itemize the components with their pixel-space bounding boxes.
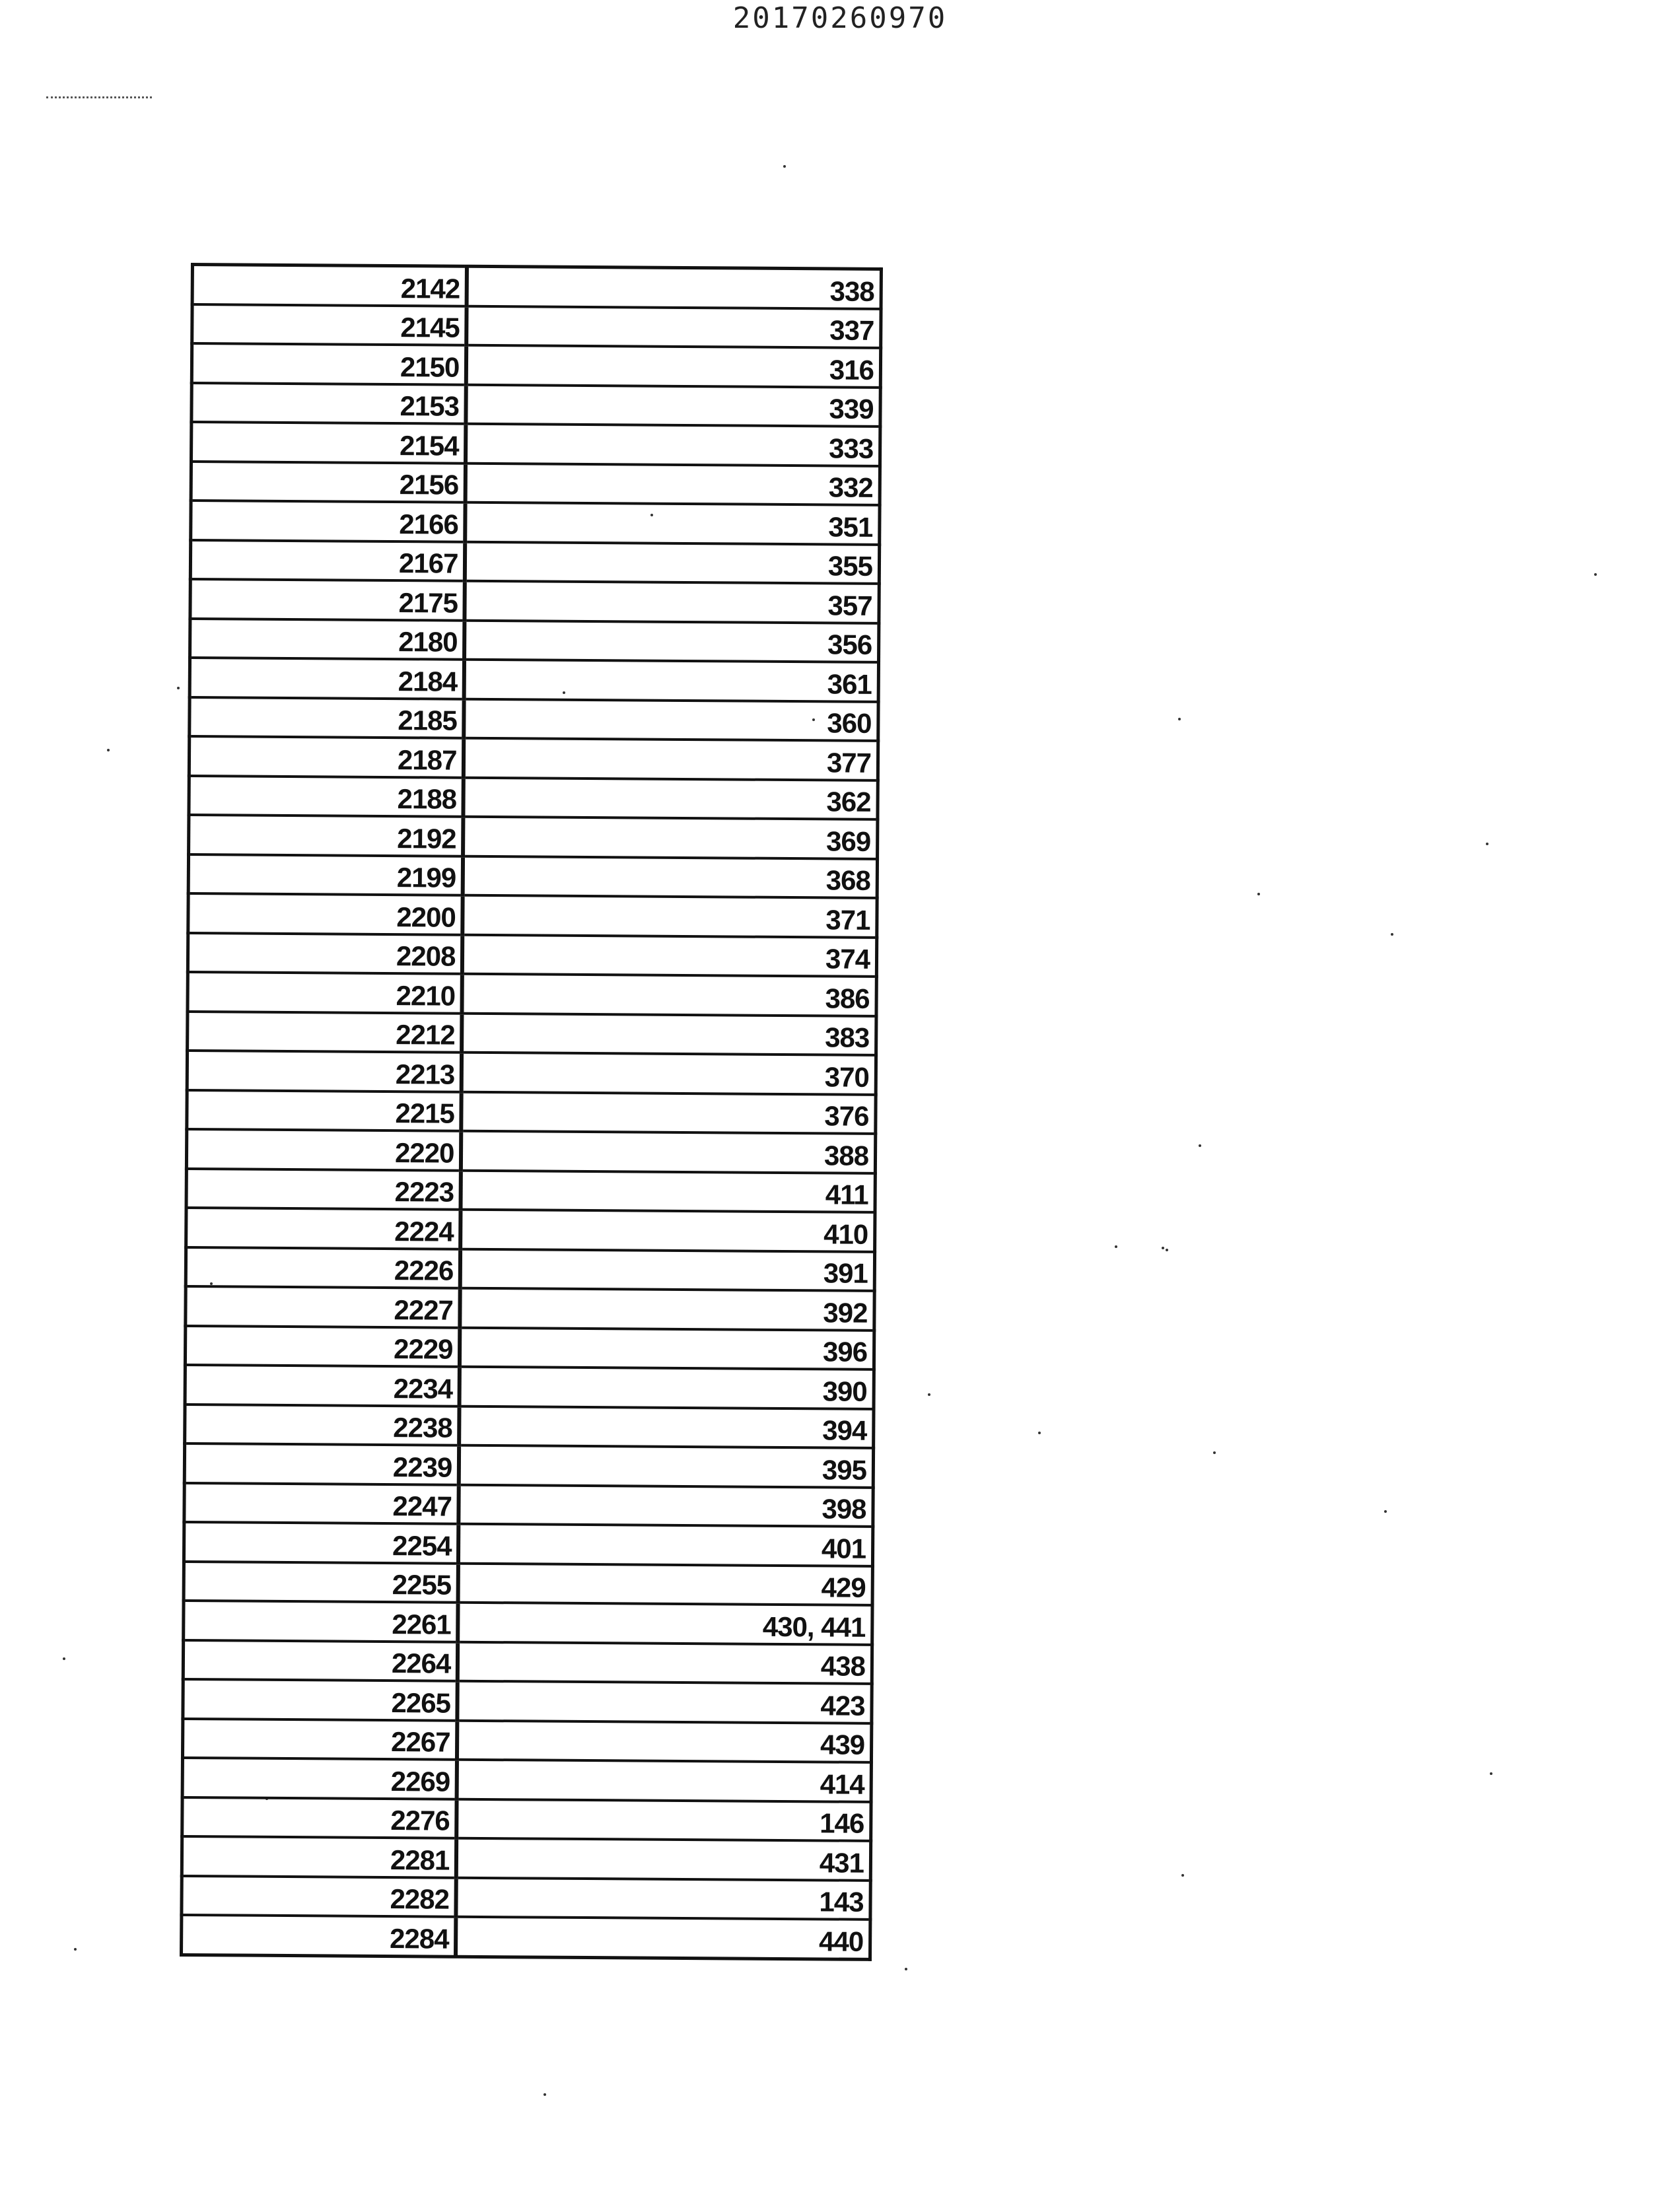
- table-row: [188, 932, 876, 976]
- table-cell-id: 2184: [190, 658, 464, 699]
- table-cell-value: 440: [456, 1917, 870, 1959]
- table-cell-value: 414: [457, 1760, 871, 1802]
- document-number: 20170260970: [732, 1, 948, 35]
- table-row: [190, 697, 878, 741]
- table-cell-id: 2154: [192, 422, 466, 463]
- table-cell-id: 2167: [190, 540, 465, 581]
- table-cell-value: 430, 441: [458, 1603, 872, 1645]
- table-cell-value: 423: [458, 1681, 872, 1723]
- scan-speck: [1213, 1451, 1216, 1454]
- scan-artifact-mark: [46, 96, 152, 98]
- data-table: [180, 263, 883, 1961]
- table-cell-id: 2227: [186, 1286, 460, 1327]
- table-row: [182, 1797, 871, 1840]
- scan-speck: [1391, 933, 1393, 936]
- table-cell-value: 337: [467, 306, 881, 348]
- table-cell-id: 2212: [188, 1011, 462, 1052]
- table-cell-value: 398: [459, 1484, 873, 1527]
- table-cell-id: 2215: [187, 1090, 462, 1130]
- table-cell-id: 2226: [186, 1247, 460, 1288]
- table-cell-id: 2261: [184, 1601, 458, 1642]
- table-cell-id: 2247: [184, 1482, 459, 1523]
- table-row: [191, 462, 880, 505]
- table-cell-value: 146: [457, 1799, 871, 1841]
- table-cell-id: 2269: [182, 1758, 457, 1799]
- scan-speck: [1166, 1249, 1168, 1251]
- table-row: [187, 1090, 876, 1133]
- table-cell-value: 333: [466, 424, 880, 466]
- table-cell-value: 362: [464, 777, 878, 819]
- table-cell-value: 411: [461, 1170, 875, 1212]
- table-cell-id: 2239: [184, 1443, 459, 1484]
- table-row: [190, 540, 879, 584]
- table-row: [188, 893, 877, 937]
- scan-speck: [1257, 893, 1260, 895]
- table-cell-value: 360: [464, 699, 878, 741]
- table-cell-id: 2281: [182, 1836, 456, 1877]
- table-cell-id: 2264: [183, 1640, 458, 1681]
- table-row: [192, 304, 881, 348]
- table-cell-id: 2150: [192, 343, 466, 384]
- table-row: [185, 1325, 874, 1369]
- table-cell-id: 2200: [188, 893, 463, 934]
- table-cell-id: 2187: [189, 736, 464, 777]
- table-cell-value: 361: [464, 660, 878, 702]
- table-cell-id: 2199: [188, 854, 463, 895]
- scan-speck: [783, 165, 786, 168]
- table-cell-value: 401: [458, 1524, 872, 1566]
- table-cell-value: 376: [462, 1092, 876, 1134]
- table-cell-value: 377: [464, 738, 878, 781]
- table-cell-value: 386: [462, 974, 876, 1016]
- table-cell-value: 357: [465, 581, 879, 623]
- table-row: [189, 775, 878, 819]
- table-cell-id: 2188: [189, 775, 464, 816]
- scan-speck: [1486, 843, 1488, 845]
- scan-speck: [63, 1657, 65, 1660]
- table-cell-value: 395: [459, 1445, 873, 1488]
- table-cell-id: 2213: [187, 1051, 462, 1092]
- table-cell-value: 391: [460, 1249, 874, 1291]
- table-cell-value: 355: [465, 541, 879, 584]
- table-cell-value: 390: [460, 1367, 874, 1409]
- scan-speck: [928, 1393, 930, 1396]
- table-cell-value: 351: [466, 503, 880, 545]
- table-cell-id: 2156: [191, 462, 466, 503]
- table-row: [189, 736, 878, 780]
- scan-speck: [1181, 1874, 1184, 1877]
- table-cell-id: 2220: [186, 1129, 461, 1170]
- table-cell-id: 2166: [191, 501, 466, 541]
- table-row: [192, 422, 880, 466]
- table-cell-value: 356: [464, 620, 878, 662]
- scan-speck: [1162, 1247, 1164, 1249]
- table-cell-value: 383: [462, 1013, 876, 1055]
- table-cell-value: 394: [460, 1406, 874, 1448]
- table-cell-id: 2180: [190, 619, 465, 660]
- table-cell-id: 2208: [188, 932, 462, 973]
- table-row: [186, 1129, 875, 1173]
- table-row: [184, 1561, 872, 1605]
- table-cell-value: 143: [456, 1877, 870, 1920]
- table-cell-id: 2175: [190, 579, 465, 620]
- table-row: [186, 1208, 875, 1251]
- scan-speck: [1490, 1772, 1492, 1775]
- table-row: [192, 265, 881, 309]
- table-cell-value: 374: [462, 934, 876, 977]
- scan-speck: [905, 1968, 907, 1970]
- table-row: [187, 1051, 876, 1094]
- table-cell-value: 332: [466, 463, 880, 505]
- table-cell-id: 2284: [182, 1915, 456, 1957]
- table-cell-id: 2185: [190, 697, 464, 738]
- table-row: [185, 1365, 874, 1408]
- table-cell-id: 2224: [186, 1208, 461, 1249]
- table-row: [186, 1286, 874, 1330]
- table-cell-id: 2276: [182, 1797, 457, 1838]
- table-row: [186, 1168, 875, 1212]
- scan-speck: [1199, 1144, 1201, 1147]
- table-cell-id: 2238: [185, 1404, 460, 1445]
- table-cell-value: 431: [456, 1838, 870, 1881]
- table-cell-value: 429: [458, 1563, 872, 1605]
- scan-speck: [74, 1948, 77, 1951]
- scan-speck: [1038, 1432, 1041, 1434]
- table-cell-id: 2255: [184, 1561, 458, 1602]
- table-row: [186, 1247, 874, 1290]
- table-cell-id: 2265: [183, 1679, 458, 1720]
- table-cell-id: 2267: [182, 1718, 457, 1759]
- scan-speck: [1115, 1245, 1117, 1248]
- table-cell-id: 2153: [192, 383, 466, 424]
- scan-speck: [1384, 1510, 1387, 1513]
- table-cell-value: 438: [458, 1642, 872, 1684]
- table-cell-value: 370: [462, 1053, 876, 1095]
- table-cell-id: 2234: [185, 1365, 460, 1406]
- table-cell-value: 368: [463, 856, 877, 898]
- table-row: [190, 579, 879, 623]
- table-row: [191, 501, 880, 544]
- table-row: [184, 1601, 872, 1644]
- table-row: [182, 1718, 871, 1762]
- table-cell-id: 2192: [189, 815, 464, 856]
- table-row: [190, 658, 878, 701]
- table-cell-id: 2229: [185, 1325, 460, 1366]
- table-cell-value: 339: [466, 384, 880, 427]
- table-row: [182, 1915, 870, 1959]
- table-row: [189, 815, 878, 858]
- table-cell-value: 371: [463, 895, 877, 938]
- table-row: [182, 1836, 870, 1880]
- scan-speck: [177, 687, 180, 689]
- table-cell-id: 2254: [184, 1522, 458, 1563]
- table-cell-value: 410: [461, 1210, 875, 1252]
- table-row: [192, 383, 880, 427]
- table-row: [184, 1443, 873, 1487]
- table-cell-value: 316: [466, 345, 880, 388]
- table-row: [185, 1404, 874, 1447]
- table-row: [188, 1011, 876, 1055]
- table-row: [183, 1679, 872, 1723]
- table-cell-value: 396: [460, 1327, 874, 1370]
- table-cell-id: 2145: [192, 304, 467, 345]
- scan-speck: [107, 749, 110, 751]
- table-cell-id: 2223: [186, 1168, 461, 1209]
- table-cell-id: 2142: [192, 265, 467, 306]
- table-row: [183, 1640, 872, 1683]
- table-row: [184, 1522, 872, 1566]
- table-row: [188, 854, 877, 897]
- table-row: [190, 619, 879, 662]
- table-row: [182, 1758, 871, 1801]
- table-cell-id: 2210: [188, 972, 462, 1013]
- scan-speck: [543, 2093, 546, 2096]
- table-row: [182, 1875, 870, 1919]
- table-row: [192, 343, 880, 387]
- table-cell-value: 392: [460, 1288, 874, 1331]
- scan-speck: [1178, 718, 1181, 720]
- table-row: [188, 972, 876, 1016]
- table-cell-value: 338: [467, 266, 881, 308]
- table-cell-id: 2282: [182, 1875, 456, 1916]
- table-body: [182, 265, 882, 1959]
- table-cell-value: 388: [461, 1131, 875, 1173]
- table-cell-value: 369: [463, 817, 877, 859]
- table-row: [184, 1482, 873, 1526]
- scan-speck: [1594, 573, 1597, 576]
- table-cell-value: 439: [457, 1720, 871, 1762]
